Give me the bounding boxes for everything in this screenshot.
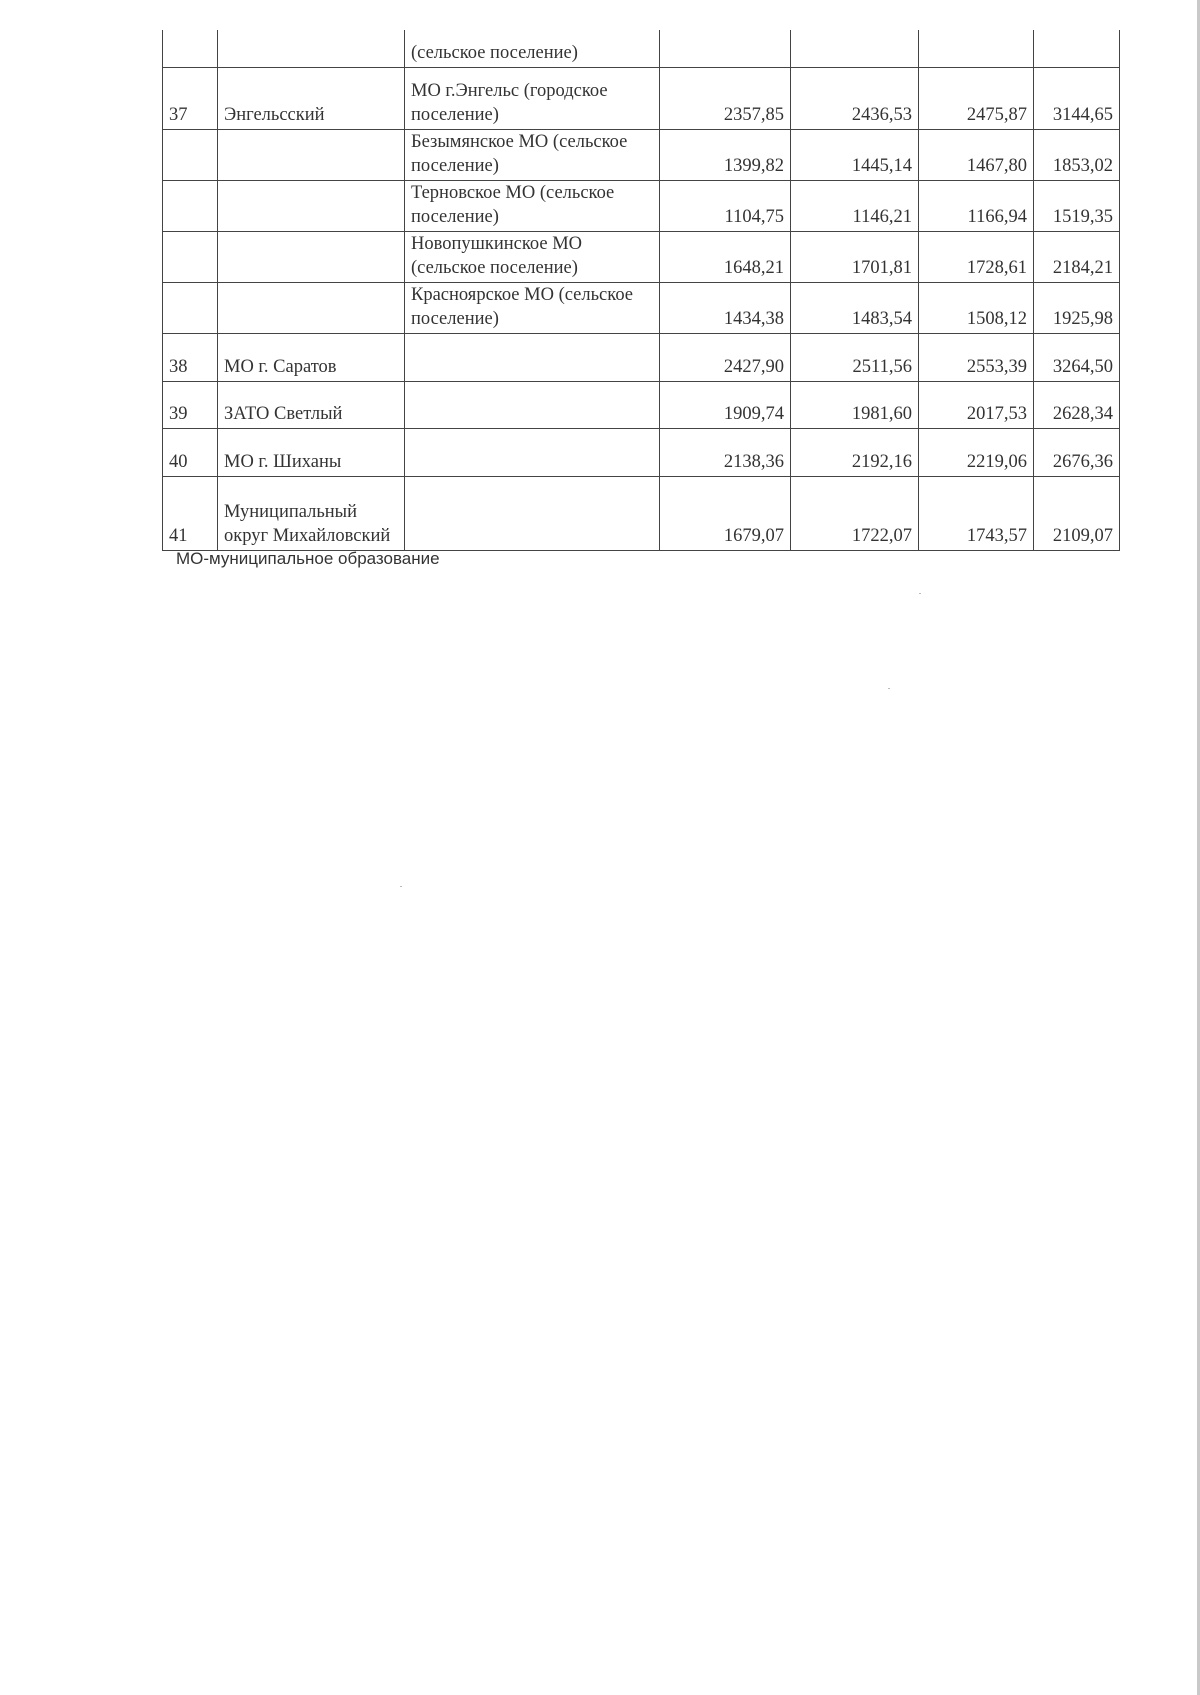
footnote: МО-муниципальное образование: [176, 549, 440, 568]
scan-speck: [888, 688, 890, 689]
row-number: [163, 231, 218, 282]
value-cell: 2628,34: [1034, 381, 1120, 428]
table-row: [163, 30, 1120, 67]
value-cell: 2357,85: [660, 67, 791, 129]
value-cell: 1701,81: [791, 231, 919, 282]
value-cell: 2436,53: [791, 67, 919, 129]
settlement-cell: Новопушкинское МО (сельское поселение): [405, 231, 660, 282]
settlement-cell: [405, 333, 660, 381]
settlement-cell: [405, 428, 660, 476]
value-cell: 3144,65: [1034, 67, 1120, 129]
value-cell: 1434,38: [660, 282, 791, 333]
district-cell: Энгельсский: [218, 67, 405, 129]
value-cell: 1743,57: [919, 476, 1034, 550]
settlement-cell: (сельское поселение): [405, 30, 660, 67]
row-number: 38: [163, 333, 218, 381]
row-number: 41: [163, 476, 218, 550]
row-number: [163, 282, 218, 333]
value-cell: 1104,75: [660, 180, 791, 231]
district-cell: [218, 180, 405, 231]
value-cell: 1399,82: [660, 129, 791, 180]
value-cell: [660, 30, 791, 67]
value-cell: 2184,21: [1034, 231, 1120, 282]
scan-speck: [919, 593, 921, 594]
value-cell: 1508,12: [919, 282, 1034, 333]
district-cell: ЗАТО Светлый: [218, 381, 405, 428]
value-cell: 1981,60: [791, 381, 919, 428]
value-cell: 1467,80: [919, 129, 1034, 180]
row-number: [163, 30, 218, 67]
table-row: [163, 180, 1120, 231]
value-cell: 1146,21: [791, 180, 919, 231]
district-cell: Муниципальный округ Михайловский: [218, 476, 405, 550]
value-cell: 2475,87: [919, 67, 1034, 129]
value-cell: [1034, 30, 1120, 67]
value-cell: [791, 30, 919, 67]
settlement-cell: МО г.Энгельс (городское поселение): [405, 67, 660, 129]
value-cell: 1679,07: [660, 476, 791, 550]
settlement-cell: [405, 381, 660, 428]
table-row: [163, 231, 1120, 282]
table-row: [163, 428, 1120, 476]
settlement-cell: Терновское МО (сельское поселение): [405, 180, 660, 231]
value-cell: 1648,21: [660, 231, 791, 282]
settlement-cell: [405, 476, 660, 550]
value-cell: 1909,74: [660, 381, 791, 428]
value-cell: 2017,53: [919, 381, 1034, 428]
settlement-cell: Безымянское МО (сельское поселение): [405, 129, 660, 180]
value-cell: 2138,36: [660, 428, 791, 476]
value-cell: 2219,06: [919, 428, 1034, 476]
row-number: 39: [163, 381, 218, 428]
value-cell: 1925,98: [1034, 282, 1120, 333]
district-cell: [218, 231, 405, 282]
value-cell: 2192,16: [791, 428, 919, 476]
row-number: 40: [163, 428, 218, 476]
table-row: [163, 333, 1120, 381]
value-cell: 2109,07: [1034, 476, 1120, 550]
value-cell: [919, 30, 1034, 67]
table-row: [163, 129, 1120, 180]
value-cell: 1853,02: [1034, 129, 1120, 180]
value-cell: 3264,50: [1034, 333, 1120, 381]
row-number: [163, 180, 218, 231]
district-cell: МО г. Шиханы: [218, 428, 405, 476]
row-number: 37: [163, 67, 218, 129]
table-row: [163, 282, 1120, 333]
row-number: [163, 129, 218, 180]
district-cell: [218, 30, 405, 67]
table-row: [163, 476, 1120, 550]
value-cell: 2676,36: [1034, 428, 1120, 476]
value-cell: 2553,39: [919, 333, 1034, 381]
value-cell: 1483,54: [791, 282, 919, 333]
district-cell: [218, 129, 405, 180]
district-cell: [218, 282, 405, 333]
table-row: [163, 381, 1120, 428]
value-cell: 2511,56: [791, 333, 919, 381]
settlement-cell: Красноярское МО (сельское поселение): [405, 282, 660, 333]
value-cell: 1722,07: [791, 476, 919, 550]
value-cell: 1728,61: [919, 231, 1034, 282]
value-cell: 1166,94: [919, 180, 1034, 231]
tariff-table: [162, 30, 1120, 551]
value-cell: 1445,14: [791, 129, 919, 180]
value-cell: 2427,90: [660, 333, 791, 381]
scan-speck: [400, 886, 402, 887]
value-cell: 1519,35: [1034, 180, 1120, 231]
table-row: [163, 67, 1120, 129]
district-cell: МО г. Саратов: [218, 333, 405, 381]
